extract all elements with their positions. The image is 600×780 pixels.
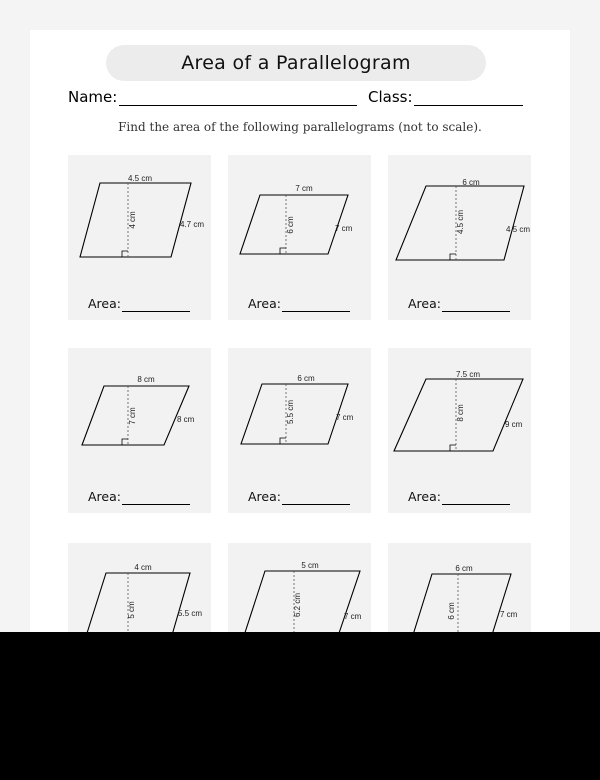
problem-card [68,155,211,320]
side-label: 4.7 cm [180,220,205,229]
problem-card [388,348,531,513]
problem-card [388,155,531,320]
base-label: 6 cm [462,178,480,187]
base-label: 5 cm [301,561,319,570]
side-label: 7 cm [344,612,362,621]
area-answer-blank[interactable] [282,504,350,505]
base-label: 6 cm [455,564,473,573]
side-label: 5.5 cm [178,609,203,618]
area-answer-blank[interactable] [122,311,190,312]
side-label: 4.5 cm [506,225,531,234]
height-label: 6.2 cm [293,592,302,618]
black-band [0,632,600,780]
base-label: 8 cm [137,375,155,384]
class-blank[interactable] [414,105,523,106]
height-label: 6 cm [447,602,456,620]
area-label: Area: [88,296,121,311]
area-answer-blank[interactable] [442,311,510,312]
height-label: 4.5 cm [456,209,465,235]
class-label: Class: [368,88,413,106]
name-class-row [68,88,538,112]
base-label: 4 cm [134,563,152,572]
height-label: 5.5 cm [286,399,295,425]
name-blank[interactable] [119,105,357,106]
area-label: Area: [408,489,441,504]
instruction-text: Find the area of the following parallelograms (not to scale). [118,120,482,134]
title-text: Area of a Parallelogram [181,52,411,74]
height-label: 4 cm [128,211,137,229]
side-label: 7 cm [335,224,353,233]
side-label: 7 cm [500,610,518,619]
side-label: 8 cm [177,415,195,424]
side-label: 9 cm [505,420,523,429]
problem-card [228,155,371,320]
area-answer-blank[interactable] [282,311,350,312]
worksheet-title [106,45,486,81]
area-label: Area: [248,489,281,504]
problem-card [68,348,211,513]
base-label: 6 cm [297,374,315,383]
base-label: 4.5 cm [127,174,153,183]
height-label: 6 cm [286,216,295,234]
area-label: Area: [408,296,441,311]
height-label: 7 cm [128,407,137,425]
area-label: Area: [88,489,121,504]
height-label: 5 cm [127,601,136,619]
base-label: 7.5 cm [455,370,481,379]
area-label: Area: [248,296,281,311]
base-label: 7 cm [295,184,313,193]
name-label: Name: [68,88,118,106]
problem-card [228,348,371,513]
height-label: 8 cm [456,404,465,422]
side-label: 7 cm [336,413,354,422]
area-answer-blank[interactable] [442,504,510,505]
area-answer-blank[interactable] [122,504,190,505]
